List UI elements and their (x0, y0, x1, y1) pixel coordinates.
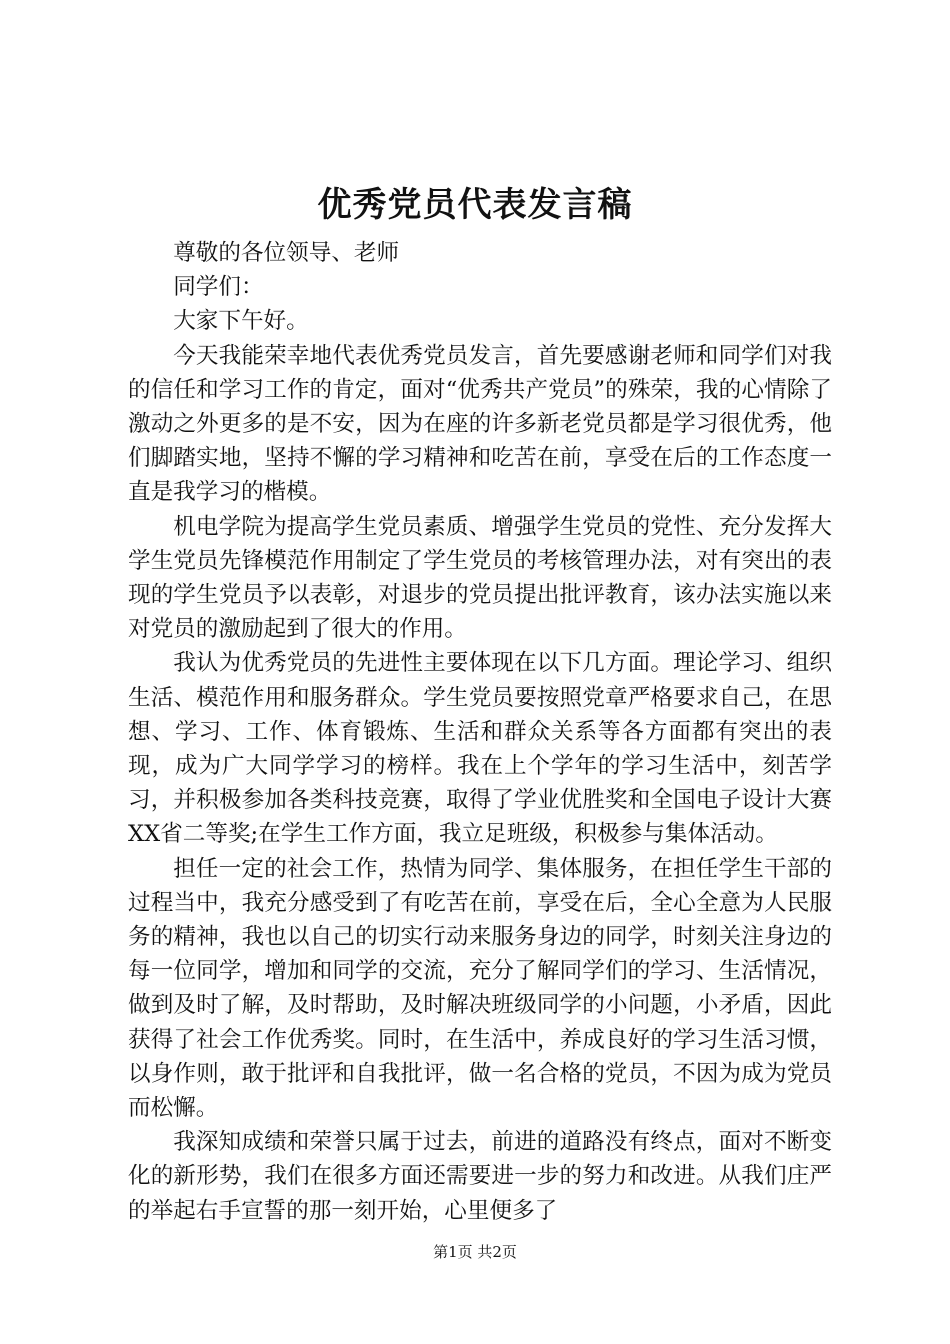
greeting: 大家下午好。 (173, 308, 309, 335)
document-title: 优秀党员代表发言稿 (317, 185, 633, 225)
salutation-line-1: 尊敬的各位领导、老师 (173, 240, 400, 266)
paragraph: 机电学院为提高学生党员素质、增强学生党员的党性、充分发挥大学生党员先锋模范作用制定了学生党员的考核管理办法，对有突出的表现的学生党员予以表彰，对退步的党员提出批评教育，该办法实施以来对党员的激励起到了很大的作用。 (128, 513, 832, 643)
salutation-line-2: 同学们： (173, 274, 264, 301)
paragraph: 我认为优秀党员的先进性主要体现在以下几方面。理论学习、组织生活、模范作用和服务群众。学生党员要按照党章严格要求自己，在思想、学习、工作、体育锻炼、生活和群众关系等各方面都有突出的表现，成为广大同学学习的榜样。我在上个学年的学习生活中，刻苦学习，并积极参加各类科技竞赛，取得了学业优胜奖和全国电子设计大赛XX省二等奖;在学生工作方面，我立足班级，积极参与集体活动。 (128, 650, 832, 848)
page-number-footer: 第1页 共2页 (433, 1243, 517, 1261)
paragraph: 担任一定的社会工作，热情为同学、集体服务，在担任学生干部的过程当中，我充分感受到了有吃苦在前，享受在后，全心全意为人民服务的精神，我也以自己的切实行动来服务身边的同学，时刻关注身边的每一位同学，增加和同学的交流，充分了解同学们的学习、生活情况，做到及时了解，及时帮助，及时解决班级同学的小问题，小矛盾，因此获得了社会工作优秀奖。同时，在生活中，养成良好的学习生活习惯，以身作则，敢于批评和自我批评，做一名合格的党员，不因为成为党员而松懈。 (128, 855, 832, 1122)
paragraph: 我深知成绩和荣誉只属于过去，前进的道路没有终点，面对不断变化的新形势，我们在很多方面还需要进一步的努力和改进。从我们庄严的举起右手宣誓的那一刻开始，心里便多了 (128, 1129, 832, 1224)
paragraph: 今天我能荣幸地代表优秀党员发言，首先要感谢老师和同学们对我的信任和学习工作的肯定，面对“优秀共产党员”的殊荣，我的心情除了激动之外更多的是不安，因为在座的许多新老党员都是学习很优秀，他们脚踏实地，坚持不懈的学习精神和吃苦在前，享受在后的工作态度一直是我学习的楷模。 (128, 342, 832, 506)
document-body (128, 236, 832, 1228)
